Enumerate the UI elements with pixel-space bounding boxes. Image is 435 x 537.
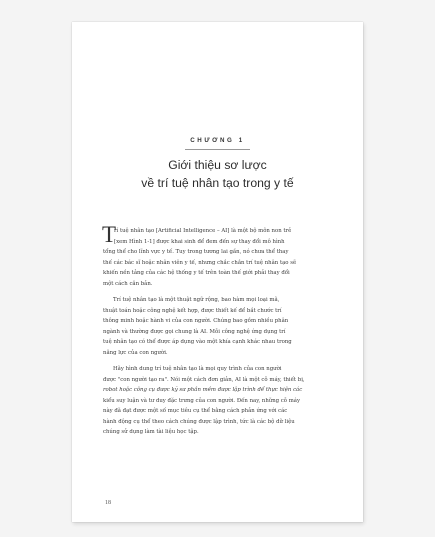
paragraph-1 [102, 222, 336, 289]
drop-cap: T [102, 222, 117, 247]
text-line: thông minh hoặc hành vi của con người. Chúng bao gồm nhiều phân [103, 318, 289, 324]
text-line: tổng thể cho lĩnh vực y tế. Tuy trong tương lai gần, nó chưa thể thay [103, 249, 289, 255]
text-line: năng lực của con người. [103, 349, 168, 356]
text-line-italic [103, 385, 336, 396]
text-line: rí tuệ nhân tạo [Artificial Intelligence – AI] là một bộ môn non trẻ [114, 228, 292, 234]
chapter-body [102, 222, 336, 438]
text-line: thuật toán hoặc công nghệ kết hợp, được thiết kế để bắt chước trí [103, 307, 282, 314]
chapter-divider [185, 149, 250, 150]
text-line: chúng sử dụng làm tài liệu học tập. [103, 429, 199, 435]
text-line: ngành và thường được gọi chung là AI. Mỗi công nghệ ứng dụng trí [103, 328, 286, 335]
text-line: thế các bác sĩ hoặc nhân viên y tế, nhưng chắc chắn trí tuệ nhân tạo sẽ [103, 259, 297, 266]
text-line: Trí tuệ nhân tạo là một thuật ngữ rộng, bao hàm mọi loại mã, [113, 297, 280, 303]
page-number: 18 [105, 500, 111, 506]
text-line: một cách căn bản. [103, 280, 153, 287]
text-line: kiểu suy luận và tư duy đặc trưng của con người. Đến nay, những cỗ máy [103, 397, 301, 404]
text-line: Hãy hình dung trí tuệ nhân tạo là mọi quy trình của con người [113, 366, 282, 372]
paragraph-3 [103, 364, 336, 438]
text-line: được "con người tạo ra". Nói một cách đơn giản, AI là một cỗ máy, thiết bị, [103, 376, 305, 383]
text-line: tuệ nhân tạo có thể được áp dụng vào một khía cạnh khác nhau trong [103, 339, 292, 345]
text-line: hành động cụ thể theo cách chúng được lập trình, tức là các bộ dữ liệu [103, 418, 295, 425]
book-page [72, 22, 363, 522]
chapter-title-line-1: Giới thiệu sơ lược [168, 158, 267, 172]
text-line: [xem Hình 1-1] được khai sinh để đem đến sự thay đổi mô hình [114, 238, 285, 245]
chapter-title-line-2: về trí tuệ nhân tạo trong y tế [141, 176, 294, 190]
paragraph-2 [103, 295, 336, 358]
italic-text: robot hoặc công cụ được kỹ sư phần mềm được lập trình để thực hiện các [103, 387, 303, 393]
text-line: khiến nền tảng của các hệ thống y tế trên toàn thế giới phải thay đổi [103, 270, 290, 276]
text-line: này đã đạt được một số mục tiêu cụ thể bằng cách phản ứng với các [103, 408, 288, 414]
chapter-label: CHƯƠNG 1 [190, 137, 245, 144]
